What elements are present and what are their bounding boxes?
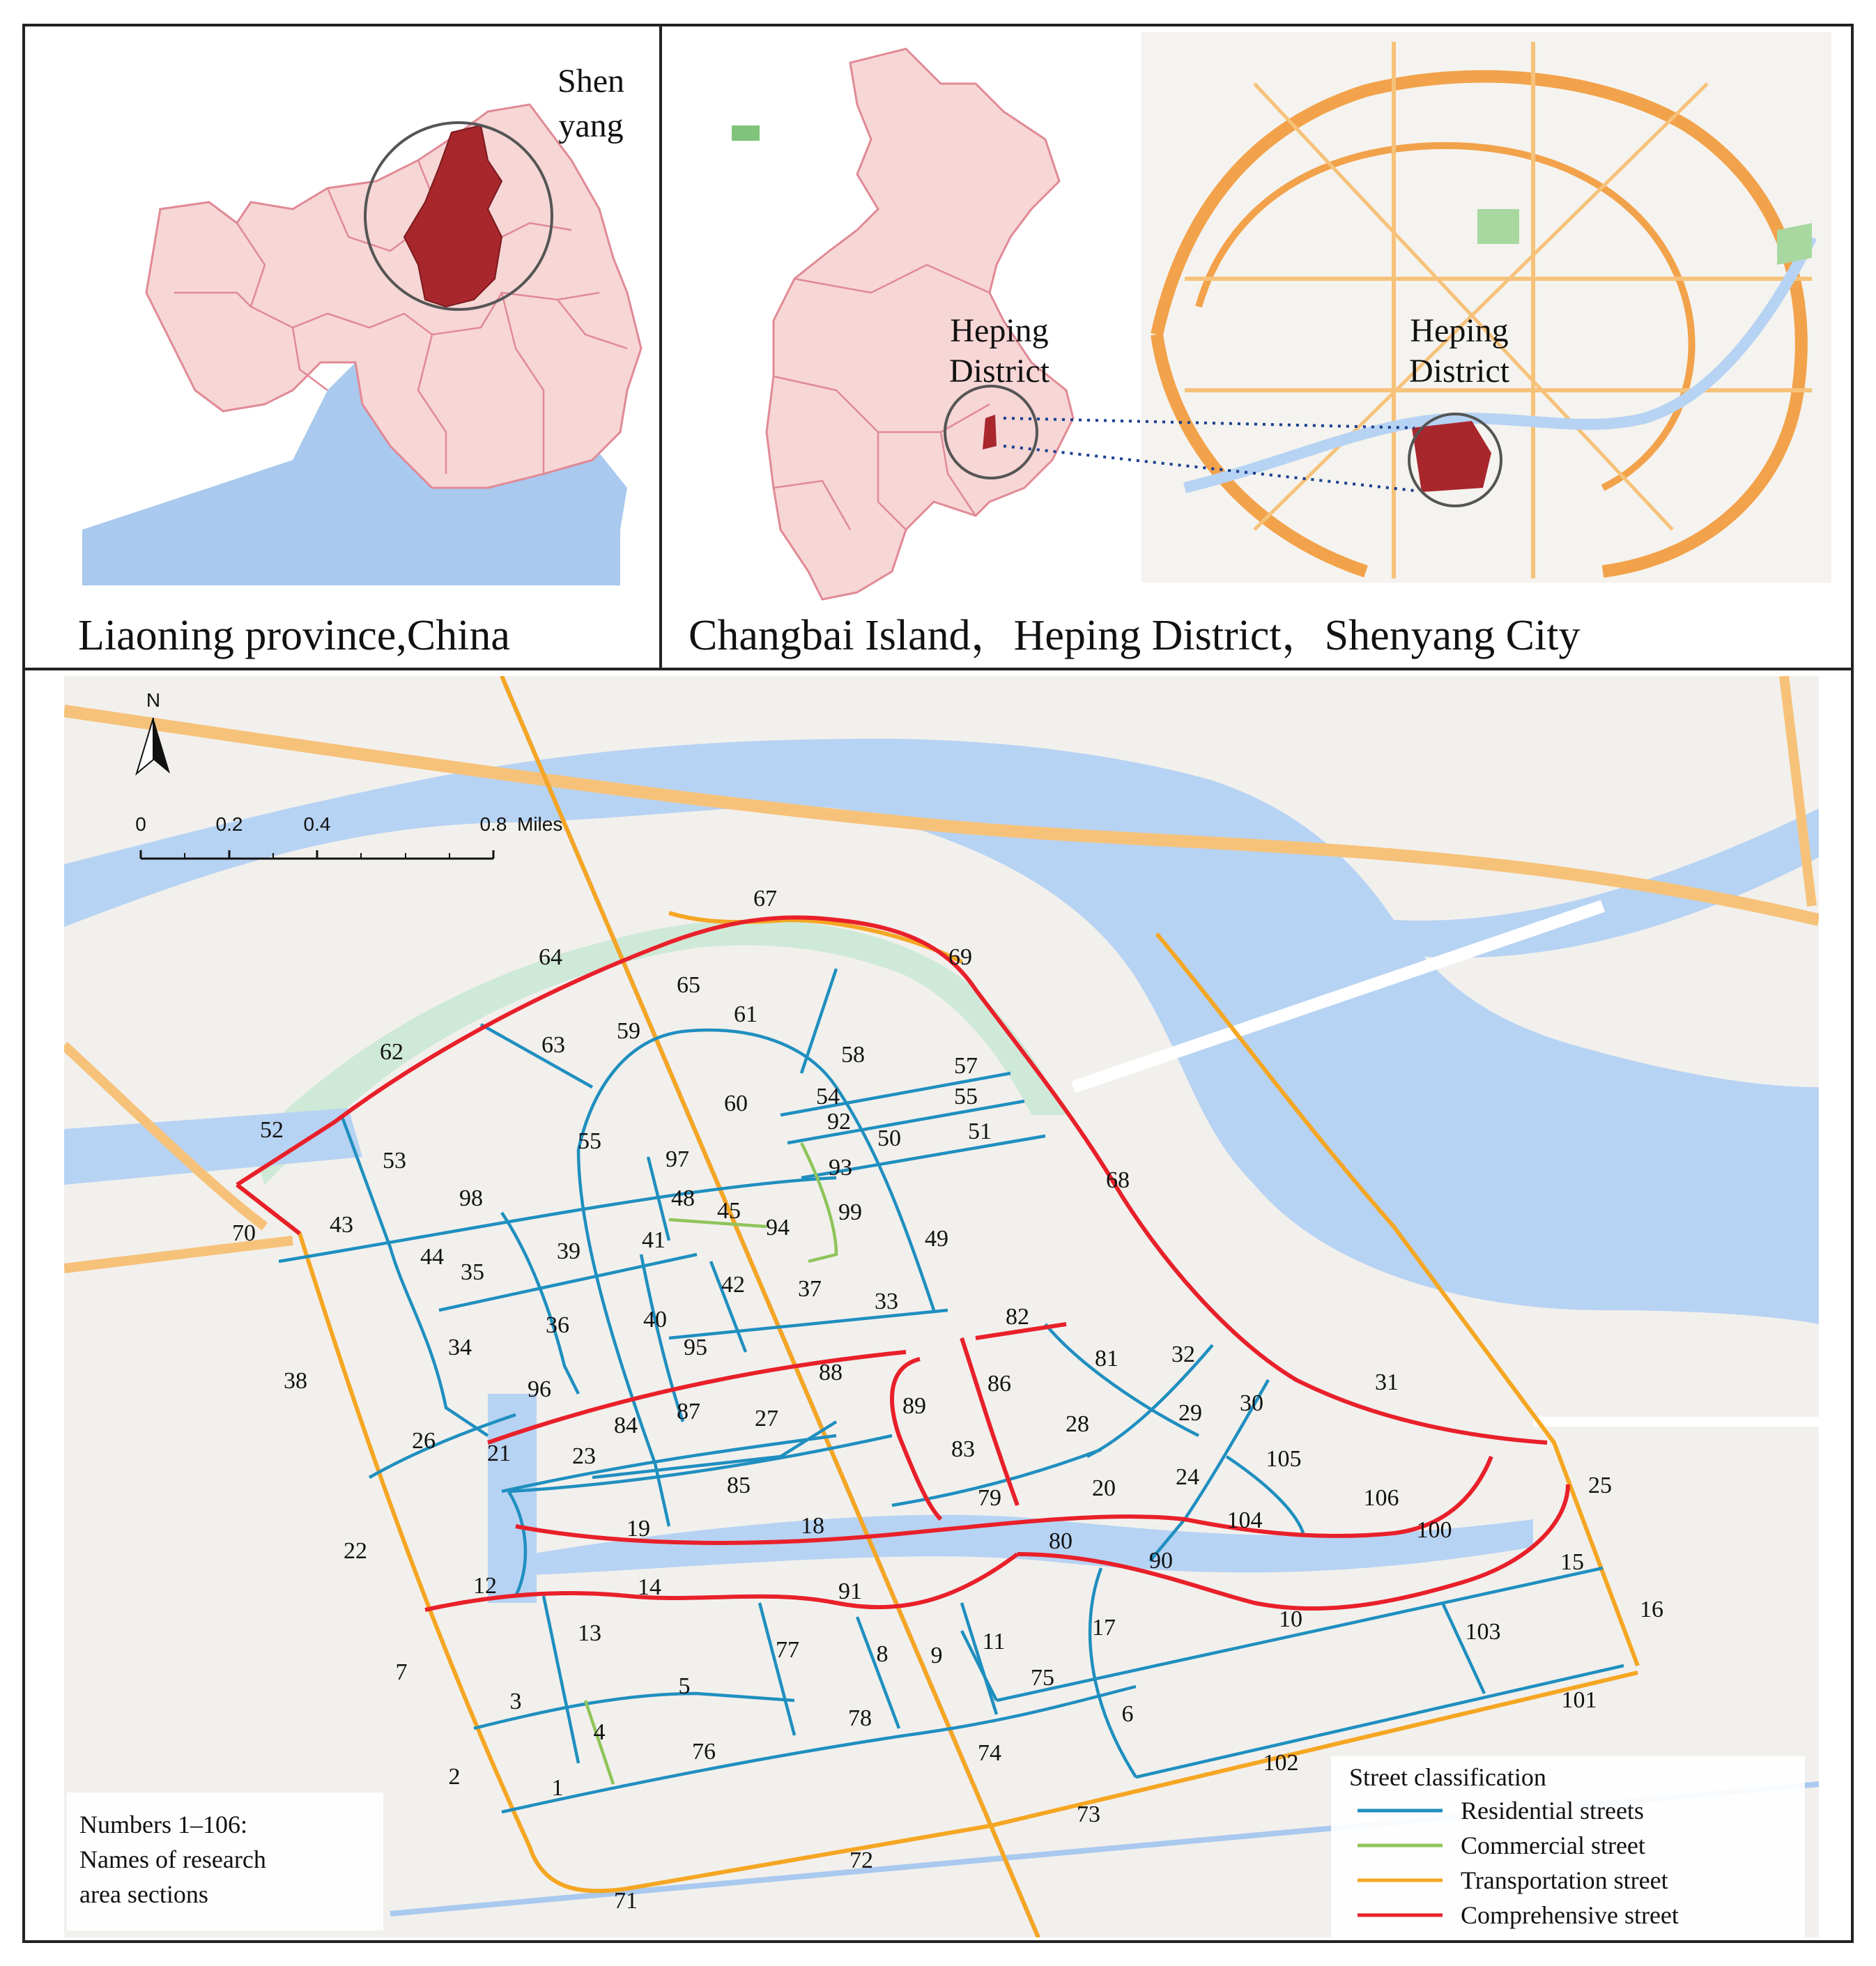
scale-tick-0-4: 0.4 bbox=[303, 813, 331, 835]
section-label-32: 32 bbox=[1171, 1342, 1195, 1367]
note-line-2: Names of research bbox=[79, 1845, 266, 1873]
section-label-41: 41 bbox=[642, 1227, 666, 1253]
section-label-78: 78 bbox=[848, 1705, 872, 1731]
section-label-102: 102 bbox=[1263, 1750, 1299, 1776]
legend-title: Street classification bbox=[1349, 1763, 1546, 1791]
section-label-96: 96 bbox=[528, 1376, 551, 1402]
section-label-38: 38 bbox=[284, 1368, 307, 1394]
section-label-48: 48 bbox=[671, 1185, 695, 1211]
shenyang-label-line2: yang bbox=[558, 107, 624, 144]
section-label-80: 80 bbox=[1049, 1528, 1072, 1554]
section-label-17: 17 bbox=[1092, 1615, 1116, 1641]
section-label-28: 28 bbox=[1066, 1411, 1089, 1437]
section-label-34: 34 bbox=[448, 1335, 472, 1360]
section-label-26: 26 bbox=[412, 1428, 436, 1454]
north-label: N bbox=[146, 689, 161, 711]
heping-label-line2: District bbox=[949, 353, 1050, 390]
detail-map-panel bbox=[64, 676, 1819, 1937]
section-label-3: 3 bbox=[509, 1689, 522, 1714]
section-label-93: 93 bbox=[829, 1155, 852, 1181]
inset-park bbox=[1477, 209, 1519, 244]
section-label-16: 16 bbox=[1640, 1597, 1663, 1622]
section-label-21: 21 bbox=[487, 1441, 511, 1466]
section-label-89: 89 bbox=[902, 1393, 926, 1419]
section-label-30: 30 bbox=[1240, 1390, 1263, 1416]
section-label-81: 81 bbox=[1095, 1346, 1118, 1372]
section-label-44: 44 bbox=[420, 1244, 444, 1270]
section-label-11: 11 bbox=[982, 1629, 1006, 1654]
section-label-10: 10 bbox=[1279, 1606, 1302, 1632]
section-label-79: 79 bbox=[978, 1485, 1001, 1511]
section-label-25: 25 bbox=[1588, 1473, 1612, 1498]
section-label-86: 86 bbox=[987, 1371, 1011, 1397]
section-label-100: 100 bbox=[1416, 1517, 1452, 1543]
section-label-55: 55 bbox=[954, 1084, 978, 1109]
section-label-43: 43 bbox=[330, 1212, 353, 1238]
section-label-50: 50 bbox=[877, 1126, 901, 1151]
section-label-88: 88 bbox=[819, 1360, 843, 1385]
section-label-18: 18 bbox=[801, 1513, 824, 1539]
section-label-84: 84 bbox=[614, 1413, 638, 1438]
section-label-85: 85 bbox=[727, 1473, 751, 1498]
section-label-82: 82 bbox=[1006, 1304, 1029, 1330]
note-box bbox=[67, 1792, 383, 1930]
section-label-74: 74 bbox=[978, 1740, 1001, 1766]
section-label-76: 76 bbox=[692, 1739, 716, 1765]
section-label-31: 31 bbox=[1375, 1369, 1399, 1395]
inset-heping-label-line2: District bbox=[1409, 353, 1509, 390]
section-label-63: 63 bbox=[541, 1032, 565, 1058]
section-label-58: 58 bbox=[841, 1042, 865, 1068]
inset-heping-label-line1: Heping bbox=[1410, 312, 1509, 349]
note-line-3: area sections bbox=[79, 1880, 208, 1908]
liaoning-caption: Liaoning province,China bbox=[78, 612, 510, 659]
section-label-51: 51 bbox=[968, 1119, 992, 1144]
section-label-49: 49 bbox=[925, 1226, 948, 1252]
section-label-55: 55 bbox=[578, 1128, 601, 1154]
section-label-24: 24 bbox=[1176, 1464, 1199, 1490]
section-label-52: 52 bbox=[260, 1117, 284, 1143]
section-label-70: 70 bbox=[232, 1220, 256, 1246]
section-label-6: 6 bbox=[1121, 1701, 1134, 1727]
section-label-22: 22 bbox=[344, 1538, 367, 1564]
section-label-15: 15 bbox=[1560, 1549, 1584, 1575]
section-label-19: 19 bbox=[626, 1516, 650, 1542]
section-label-5: 5 bbox=[678, 1673, 691, 1699]
section-label-42: 42 bbox=[721, 1272, 745, 1298]
section-label-2: 2 bbox=[448, 1764, 461, 1790]
scale-tick-0-2: 0.2 bbox=[215, 813, 243, 835]
section-label-39: 39 bbox=[557, 1238, 581, 1264]
section-label-97: 97 bbox=[666, 1146, 689, 1172]
section-label-72: 72 bbox=[849, 1848, 873, 1873]
section-label-12: 12 bbox=[473, 1573, 497, 1599]
section-label-75: 75 bbox=[1031, 1665, 1054, 1691]
section-label-1: 1 bbox=[551, 1775, 564, 1801]
section-label-57: 57 bbox=[954, 1053, 978, 1079]
section-label-40: 40 bbox=[643, 1307, 667, 1333]
green-patch bbox=[732, 125, 760, 141]
section-label-27: 27 bbox=[755, 1406, 778, 1431]
section-label-64: 64 bbox=[539, 944, 562, 970]
section-label-37: 37 bbox=[798, 1276, 822, 1302]
section-label-9: 9 bbox=[930, 1643, 943, 1668]
section-label-45: 45 bbox=[717, 1198, 741, 1224]
inset-park-2 bbox=[1777, 223, 1812, 265]
note-line-1: Numbers 1–106: bbox=[79, 1811, 247, 1838]
section-label-71: 71 bbox=[614, 1888, 638, 1914]
section-label-7: 7 bbox=[395, 1659, 408, 1685]
section-label-95: 95 bbox=[684, 1335, 707, 1360]
section-label-68: 68 bbox=[1106, 1167, 1130, 1193]
section-label-67: 67 bbox=[753, 886, 777, 912]
section-label-87: 87 bbox=[677, 1399, 700, 1424]
legend-label-1: Commercial street bbox=[1461, 1831, 1645, 1859]
shenyang-caption: Changbai Island，Heping District，Shenyang City bbox=[689, 612, 1581, 659]
legend-label-0: Residential streets bbox=[1461, 1797, 1644, 1825]
section-label-105: 105 bbox=[1266, 1446, 1302, 1472]
section-label-92: 92 bbox=[827, 1109, 851, 1135]
section-label-94: 94 bbox=[766, 1215, 790, 1241]
section-label-23: 23 bbox=[572, 1443, 596, 1469]
section-label-69: 69 bbox=[948, 944, 972, 970]
section-label-77: 77 bbox=[776, 1637, 799, 1663]
section-label-59: 59 bbox=[617, 1018, 640, 1044]
scale-unit: Miles bbox=[517, 813, 563, 835]
section-label-90: 90 bbox=[1149, 1548, 1173, 1574]
section-label-62: 62 bbox=[380, 1039, 403, 1065]
section-label-53: 53 bbox=[383, 1148, 406, 1174]
legend-label-3: Comprehensive street bbox=[1461, 1901, 1679, 1929]
section-label-98: 98 bbox=[459, 1185, 483, 1211]
scale-tick-0-8: 0.8 bbox=[479, 813, 507, 835]
legend-label-2: Transportation street bbox=[1461, 1866, 1668, 1894]
section-label-35: 35 bbox=[461, 1259, 484, 1285]
section-label-61: 61 bbox=[734, 1001, 758, 1027]
section-label-8: 8 bbox=[876, 1641, 889, 1667]
section-label-104: 104 bbox=[1227, 1507, 1263, 1533]
section-label-106: 106 bbox=[1363, 1485, 1399, 1511]
shenyang-inset-map bbox=[1141, 32, 1831, 583]
section-label-13: 13 bbox=[578, 1620, 601, 1646]
section-label-101: 101 bbox=[1561, 1687, 1597, 1713]
street-legend bbox=[1331, 1756, 1805, 1937]
section-label-60: 60 bbox=[724, 1091, 748, 1116]
section-label-65: 65 bbox=[677, 972, 700, 998]
section-label-36: 36 bbox=[546, 1312, 569, 1338]
heping-label-line1: Heping bbox=[950, 312, 1049, 349]
section-label-91: 91 bbox=[838, 1579, 862, 1604]
section-label-103: 103 bbox=[1465, 1619, 1501, 1645]
section-label-99: 99 bbox=[838, 1199, 862, 1225]
section-label-20: 20 bbox=[1092, 1475, 1116, 1501]
scale-tick-0: 0 bbox=[135, 813, 146, 835]
section-label-29: 29 bbox=[1178, 1400, 1202, 1426]
section-label-73: 73 bbox=[1077, 1802, 1100, 1827]
section-label-4: 4 bbox=[593, 1719, 606, 1745]
section-label-33: 33 bbox=[875, 1289, 898, 1314]
section-label-54: 54 bbox=[816, 1084, 840, 1109]
shenyang-label-line1: Shen bbox=[558, 63, 624, 100]
section-label-14: 14 bbox=[638, 1574, 661, 1600]
section-label-83: 83 bbox=[951, 1436, 975, 1462]
